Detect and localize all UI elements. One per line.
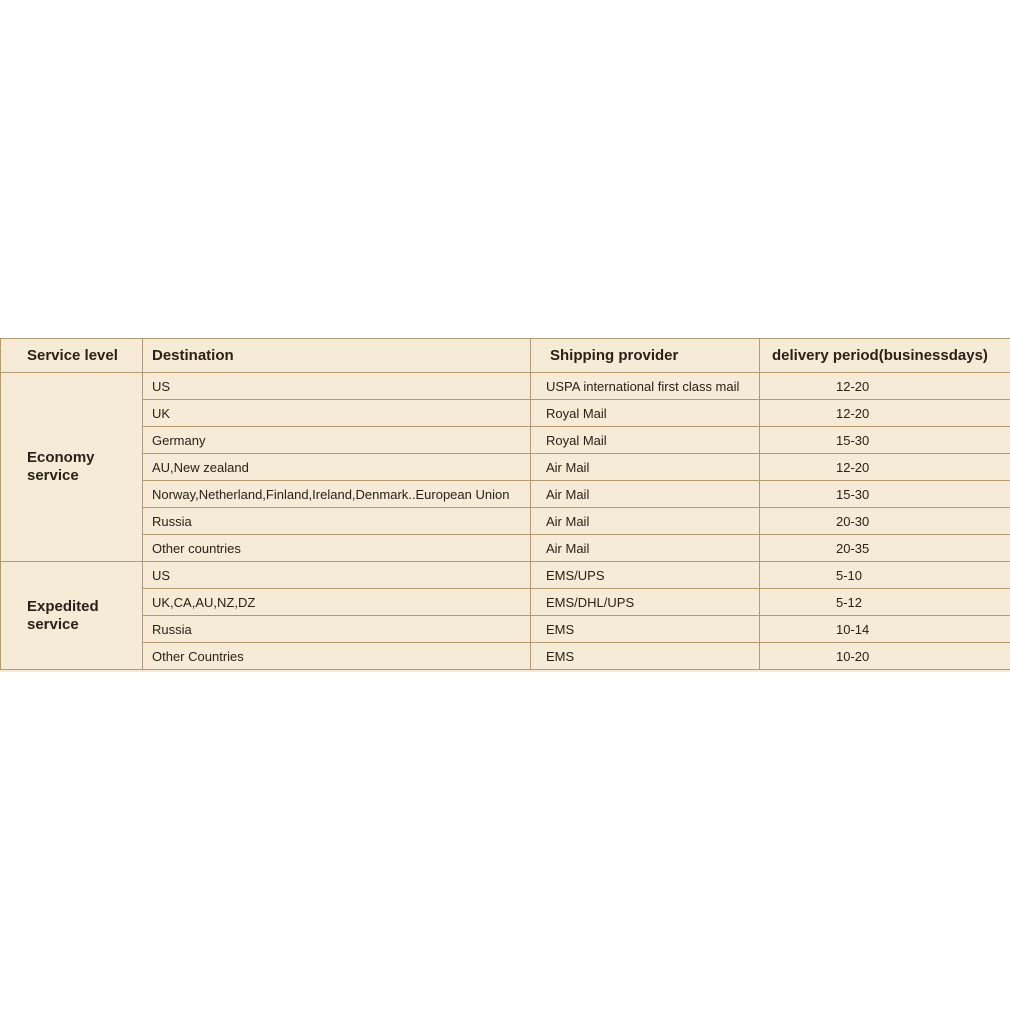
- table-row: [1, 454, 1010, 481]
- service-level-expedited: Expedited service: [1, 562, 143, 670]
- table-row: [1, 535, 1010, 562]
- delivery-days-cell: 5-10: [760, 562, 1010, 589]
- provider-cell: Royal Mail: [531, 400, 760, 427]
- destination-cell: UK,CA,AU,NZ,DZ: [143, 589, 531, 616]
- table-row: [1, 481, 1010, 508]
- destination-cell: AU,New zealand: [143, 454, 531, 481]
- destination-cell: US: [143, 373, 531, 400]
- header-shipping-provider: Shipping provider: [531, 339, 760, 373]
- shipping-table-wrapper: [0, 338, 1010, 672]
- delivery-days-cell: 12-20: [760, 400, 1010, 427]
- header-row: [1, 339, 1010, 373]
- table-row: [1, 373, 1010, 400]
- provider-cell: EMS/DHL/UPS: [531, 589, 760, 616]
- header-service-level: Service level: [1, 339, 143, 373]
- table-row: [1, 508, 1010, 535]
- provider-cell: USPA international first class mail: [531, 373, 760, 400]
- destination-cell: Other Countries: [143, 643, 531, 670]
- delivery-days-cell: 15-30: [760, 481, 1010, 508]
- shipping-table: [0, 338, 1010, 670]
- delivery-days-cell: 15-30: [760, 427, 1010, 454]
- table-row: [1, 400, 1010, 427]
- destination-cell: US: [143, 562, 531, 589]
- table-row: [1, 589, 1010, 616]
- table-row: [1, 562, 1010, 589]
- destination-cell: Russia: [143, 616, 531, 643]
- provider-cell: EMS: [531, 643, 760, 670]
- delivery-days-cell: 12-20: [760, 373, 1010, 400]
- provider-cell: Royal Mail: [531, 427, 760, 454]
- header-destination: Destination: [143, 339, 531, 373]
- table-row: [1, 616, 1010, 643]
- table-row: [1, 427, 1010, 454]
- delivery-days-cell: 10-14: [760, 616, 1010, 643]
- destination-cell: Germany: [143, 427, 531, 454]
- delivery-days-cell: 20-35: [760, 535, 1010, 562]
- delivery-days-cell: 5-12: [760, 589, 1010, 616]
- header-delivery-period: delivery period(businessdays): [760, 339, 1010, 373]
- provider-cell: Air Mail: [531, 454, 760, 481]
- delivery-days-cell: 20-30: [760, 508, 1010, 535]
- destination-cell: Norway,Netherland,Finland,Ireland,Denmark..European Union: [143, 481, 531, 508]
- destination-cell: Russia: [143, 508, 531, 535]
- provider-cell: Air Mail: [531, 508, 760, 535]
- table-row: [1, 643, 1010, 670]
- provider-cell: EMS/UPS: [531, 562, 760, 589]
- destination-cell: Other countries: [143, 535, 531, 562]
- provider-cell: Air Mail: [531, 481, 760, 508]
- delivery-days-cell: 10-20: [760, 643, 1010, 670]
- delivery-days-cell: 12-20: [760, 454, 1010, 481]
- destination-cell: UK: [143, 400, 531, 427]
- service-level-economy: Economy service: [1, 373, 143, 562]
- provider-cell: Air Mail: [531, 535, 760, 562]
- provider-cell: EMS: [531, 616, 760, 643]
